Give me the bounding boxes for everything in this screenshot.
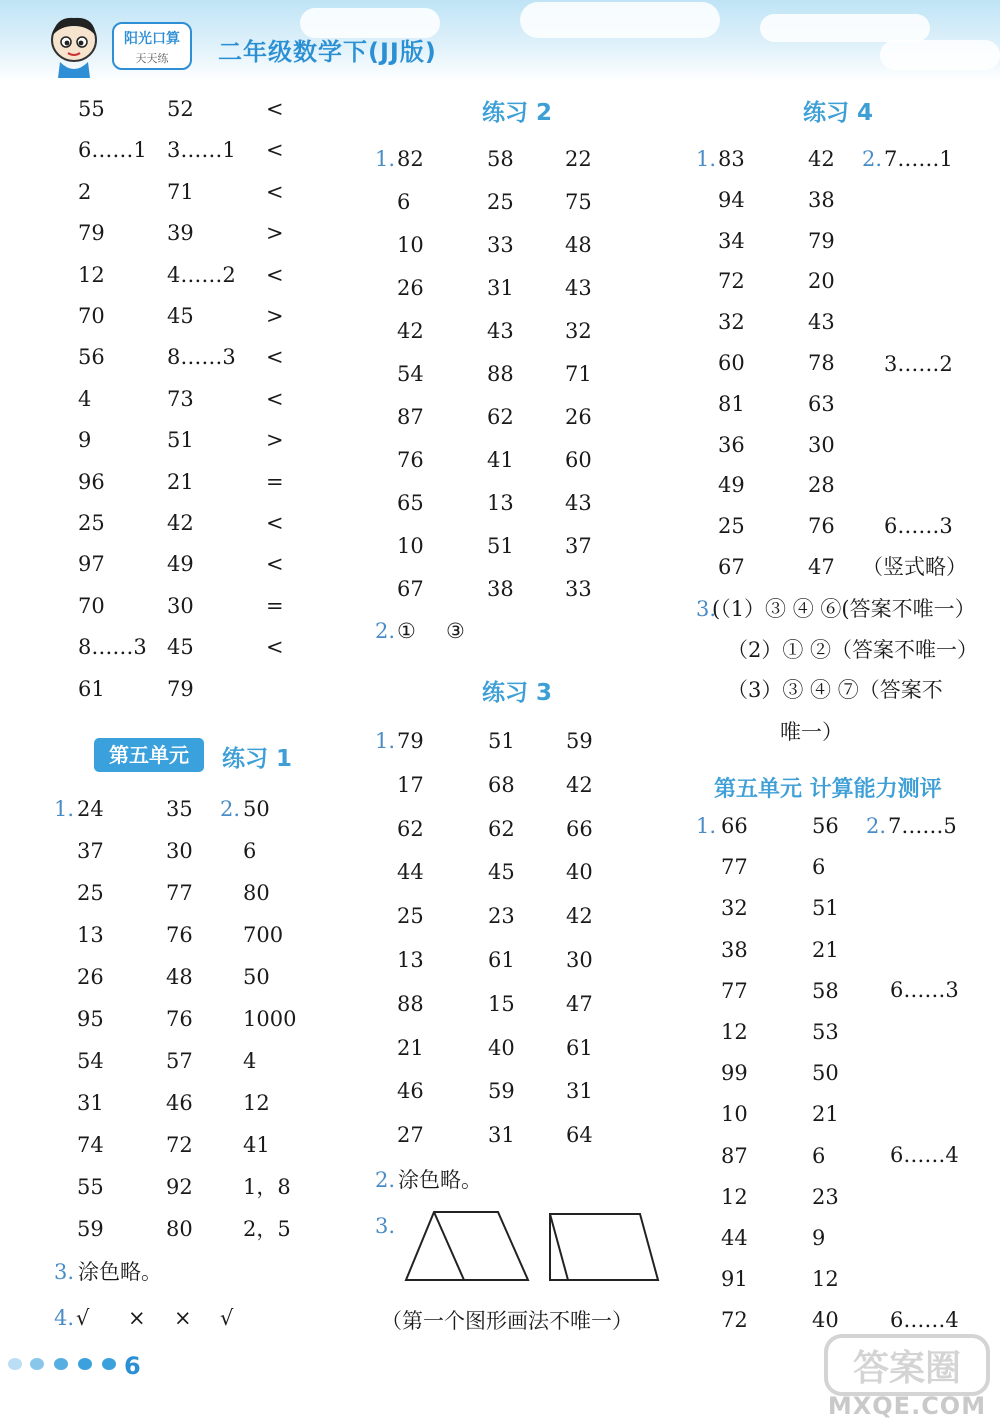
ex3-answer-r5-c1: 25 bbox=[397, 904, 424, 929]
col1-answer-r9-c3: > bbox=[266, 428, 284, 453]
ex2-answer-r5-c3: 32 bbox=[565, 319, 592, 343]
ex4-answer-r5-c2: 43 bbox=[808, 310, 835, 335]
unit5-test-answer-r1-c1: 66 bbox=[721, 814, 748, 838]
unit5-ex1-answer-r6-c2: 76 bbox=[166, 1007, 193, 1031]
unit5-test-answer-r8-c2: 21 bbox=[812, 1102, 839, 1127]
ex3-answer-r1-c2: 51 bbox=[488, 729, 515, 753]
unit5-test-answer-r13-c1: 72 bbox=[721, 1308, 748, 1333]
book-title: 二年级数学下(JJ版) bbox=[218, 38, 437, 66]
col1-answer-r7-c2: 8……3 bbox=[167, 345, 236, 370]
unit5-ex1-answer-r10-c1: 55 bbox=[77, 1175, 104, 1199]
unit5-test-answer-r7-c1: 99 bbox=[721, 1061, 748, 1086]
ex2-answer-r5-c2: 43 bbox=[487, 319, 514, 343]
unit5-ex1-answer-r6-c3: 1000 bbox=[243, 1007, 297, 1031]
page-number: 6 bbox=[124, 1352, 141, 1380]
unit5-ex1-answer-r1-c1: 24 bbox=[77, 797, 104, 821]
col1-answer-r14-c3: < bbox=[266, 635, 284, 660]
ex2-answer-r7-c2: 62 bbox=[487, 405, 514, 429]
ex2-answer-r9-c1: 65 bbox=[397, 491, 424, 515]
ex3-q3-note: （第一个图形画法不唯一） bbox=[381, 1309, 633, 1333]
unit5-ex1-answer-r9-c1: 74 bbox=[77, 1133, 104, 1157]
ex4-answer-r9-c1: 49 bbox=[718, 473, 745, 498]
col1-answer-r5-c3: < bbox=[266, 262, 284, 287]
col1-answer-r11-c3: < bbox=[266, 511, 284, 535]
unit5-ex1-answer-r11-c3: 2，5 bbox=[243, 1217, 291, 1241]
unit5-test-answer-r2-c1: 77 bbox=[721, 855, 748, 880]
ex4-answer-r1-c1: 83 bbox=[718, 147, 745, 171]
ex3-answer-r3-c1: 62 bbox=[397, 816, 424, 841]
ex3-q2-text: 涂色略。 bbox=[398, 1168, 482, 1192]
col1-answer-r14-c2: 45 bbox=[167, 635, 194, 660]
ex2-answer-r10-c3: 37 bbox=[565, 534, 592, 558]
ex2-answer-r4-c3: 43 bbox=[565, 276, 592, 300]
trapezoid-figure-1 bbox=[404, 1210, 530, 1282]
ex3-answer-r6-c3: 30 bbox=[566, 948, 593, 972]
ex4-title: 练习 4 bbox=[803, 100, 874, 126]
ex2-q2-answer-2: ③ bbox=[446, 619, 465, 643]
unit5-ex1-answer-r7-c2: 57 bbox=[166, 1049, 193, 1073]
unit5-test-answer-r4-c1: 38 bbox=[721, 937, 748, 962]
ex4-q2-answer-3: 6……3 bbox=[884, 514, 953, 538]
ex4-answer-r10-c1: 25 bbox=[718, 514, 745, 539]
ex3-answer-r6-c1: 13 bbox=[397, 948, 424, 972]
ex4-q3-number: 3. bbox=[696, 597, 717, 621]
col1-answer-r1-c2: 52 bbox=[167, 97, 194, 121]
ex2-answer-r6-c3: 71 bbox=[565, 362, 592, 386]
ex3-answer-r3-c3: 66 bbox=[566, 816, 593, 841]
unit5-test-answer-r12-c2: 12 bbox=[812, 1267, 839, 1292]
ex4-q2-answer-2: 3……2 bbox=[884, 352, 953, 376]
col1-answer-r5-c2: 4……2 bbox=[167, 262, 236, 287]
ex3-answer-r4-c3: 40 bbox=[566, 860, 593, 885]
col1-answer-r15-c2: 79 bbox=[167, 676, 194, 701]
ex3-q3-number: 3. bbox=[375, 1214, 396, 1238]
ex3-answer-r7-c2: 15 bbox=[488, 991, 515, 1016]
ex2-answer-r2-c1: 6 bbox=[397, 190, 411, 214]
unit5-test-answer-r12-c1: 91 bbox=[721, 1267, 748, 1292]
ex2-answer-r9-c2: 13 bbox=[487, 491, 514, 515]
ex2-answer-r11-c3: 33 bbox=[565, 577, 592, 601]
col1-answer-r12-c1: 97 bbox=[78, 552, 105, 577]
ex3-answer-r1-c1: 79 bbox=[397, 729, 424, 753]
ex2-answer-r5-c1: 42 bbox=[397, 319, 424, 343]
unit5-ex1-answer-r2-c1: 37 bbox=[77, 839, 104, 863]
ex2-answer-r10-c1: 10 bbox=[397, 534, 424, 558]
unit5-ex1-q4-number: 4. bbox=[54, 1306, 75, 1330]
unit5-ex1-title: 练习 1 bbox=[222, 746, 293, 772]
unit5-ex1-answer-r2-c3: 6 bbox=[243, 839, 257, 863]
ex3-answer-r8-c3: 61 bbox=[566, 1035, 593, 1060]
col1-answer-r3-c3: < bbox=[266, 179, 284, 204]
ex2-answer-r3-c3: 48 bbox=[565, 233, 592, 257]
col1-answer-r4-c2: 39 bbox=[167, 221, 194, 246]
ex2-answer-r11-c1: 67 bbox=[397, 577, 424, 601]
unit5-test-q1-number: 1. bbox=[696, 814, 717, 838]
unit5-test-answer-r7-c2: 50 bbox=[812, 1061, 839, 1086]
col1-answer-r11-c1: 25 bbox=[78, 511, 105, 535]
ex4-answer-r5-c1: 32 bbox=[718, 310, 745, 335]
ex2-answer-r4-c2: 31 bbox=[487, 276, 514, 300]
col1-answer-r4-c3: > bbox=[266, 221, 284, 246]
ex2-answer-r8-c2: 41 bbox=[487, 448, 514, 472]
unit5-ex1-q4-answer-1: √ bbox=[76, 1306, 90, 1330]
ex2-answer-r7-c3: 26 bbox=[565, 405, 592, 429]
ex2-answer-r8-c1: 76 bbox=[397, 448, 424, 472]
unit5-ex1-answer-r3-c2: 77 bbox=[166, 881, 193, 905]
ex2-q2-answer-1: ① bbox=[397, 619, 416, 643]
col1-answer-r12-c3: < bbox=[266, 552, 284, 577]
unit5-ex1-answer-r11-c2: 80 bbox=[166, 1217, 193, 1241]
ex2-answer-r1-c1: 82 bbox=[397, 147, 424, 171]
watermark-logo-text: 答案圈 bbox=[852, 1348, 962, 1389]
ex4-answer-r3-c2: 79 bbox=[808, 228, 835, 253]
ex2-answer-r2-c3: 75 bbox=[565, 190, 592, 214]
ex4-answer-r2-c2: 38 bbox=[808, 187, 835, 212]
ex2-q2-number: 2. bbox=[375, 619, 396, 643]
col1-answer-r3-c1: 2 bbox=[78, 179, 92, 204]
ex2-answer-r8-c3: 60 bbox=[565, 448, 592, 472]
ex4-q2-number: 2. bbox=[862, 147, 883, 171]
unit5-test-answer-r6-c1: 12 bbox=[721, 1020, 748, 1044]
unit5-test-answer-r4-c2: 21 bbox=[812, 937, 839, 962]
unit5-ex1-answer-r9-c2: 72 bbox=[166, 1133, 193, 1157]
col1-answer-r14-c1: 8……3 bbox=[78, 635, 147, 660]
unit5-test-answer-r9-c2: 6 bbox=[812, 1143, 826, 1168]
unit5-ex1-answer-r4-c3: 700 bbox=[243, 923, 284, 947]
unit5-ex1-answer-r2-c2: 30 bbox=[166, 839, 193, 863]
unit5-ex1-q4-answer-3: × bbox=[174, 1306, 192, 1330]
col1-answer-r7-c1: 56 bbox=[78, 345, 105, 370]
unit5-ex1-q4-answer-2: × bbox=[128, 1306, 146, 1330]
ex3-answer-r2-c3: 42 bbox=[566, 772, 593, 797]
unit5-test-answer-r10-c2: 23 bbox=[812, 1184, 839, 1209]
col1-answer-r1-c1: 55 bbox=[78, 97, 105, 121]
col1-answer-r13-c3: = bbox=[266, 593, 284, 618]
ex3-answer-r9-c1: 46 bbox=[397, 1079, 424, 1104]
unit5-ex1-q2-number: 2. bbox=[220, 797, 241, 821]
unit5-ex1-answer-r5-c1: 26 bbox=[77, 965, 104, 989]
ex4-q3-line-1: (（1）③ ④ ⑥(答案不唯一） bbox=[712, 597, 976, 621]
unit5-test-q2-answer-1: 7……5 bbox=[888, 814, 957, 838]
unit5-ex1-answer-r11-c1: 59 bbox=[77, 1217, 104, 1241]
unit5-ex1-answer-r7-c1: 54 bbox=[77, 1049, 104, 1073]
ex2-answer-r3-c2: 33 bbox=[487, 233, 514, 257]
ex4-answer-r4-c1: 72 bbox=[718, 269, 745, 294]
unit5-ex1-answer-r8-c1: 31 bbox=[77, 1091, 104, 1115]
col1-answer-r1-c3: < bbox=[266, 97, 284, 121]
ex4-answer-r7-c2: 63 bbox=[808, 391, 835, 416]
unit5-ex1-answer-r8-c2: 46 bbox=[166, 1091, 193, 1115]
ex2-answer-r6-c1: 54 bbox=[397, 362, 424, 386]
unit5-test-answer-r6-c2: 53 bbox=[812, 1020, 839, 1044]
unit5-ex1-answer-r1-c2: 35 bbox=[166, 797, 193, 821]
unit5-test-answer-r8-c1: 10 bbox=[721, 1102, 748, 1127]
watermark-text: MXQE.COM bbox=[827, 1392, 987, 1420]
ex2-answer-r10-c2: 51 bbox=[487, 534, 514, 558]
unit-tag: 第五单元 bbox=[94, 738, 204, 772]
ex2-answer-r6-c2: 88 bbox=[487, 362, 514, 386]
unit5-test-answer-r13-c2: 40 bbox=[812, 1308, 839, 1333]
ex2-q1-number: 1. bbox=[375, 147, 396, 171]
col1-answer-r13-c1: 70 bbox=[78, 593, 105, 618]
col1-answer-r3-c2: 71 bbox=[167, 179, 194, 204]
ex3-answer-r4-c2: 45 bbox=[488, 860, 515, 885]
ex2-answer-r1-c2: 58 bbox=[487, 147, 514, 171]
col1-answer-r2-c3: < bbox=[266, 138, 284, 163]
col1-answer-r7-c3: < bbox=[266, 345, 284, 370]
col1-answer-r10-c3: = bbox=[266, 469, 284, 494]
ex4-answer-r11-c2: 47 bbox=[808, 555, 835, 579]
unit5-test-answer-r3-c1: 32 bbox=[721, 896, 748, 921]
col1-answer-r5-c1: 12 bbox=[78, 262, 105, 287]
ex3-answer-r7-c1: 88 bbox=[397, 991, 424, 1016]
brand-badge bbox=[112, 22, 192, 70]
unit5-ex1-q4-answer-4: √ bbox=[220, 1306, 234, 1330]
brand-line2: 天天练 bbox=[135, 52, 169, 65]
ex2-answer-r9-c3: 43 bbox=[565, 491, 592, 515]
unit5-ex1-answer-r10-c3: 1，8 bbox=[243, 1175, 291, 1199]
ex2-answer-r4-c1: 26 bbox=[397, 276, 424, 300]
col1-answer-r2-c1: 6……1 bbox=[78, 138, 147, 163]
ex4-answer-r2-c1: 94 bbox=[718, 187, 745, 212]
ex3-answer-r8-c1: 21 bbox=[397, 1035, 424, 1060]
ex3-answer-r5-c3: 42 bbox=[566, 904, 593, 929]
unit5-test-answer-r3-c2: 51 bbox=[812, 896, 839, 921]
ex4-answer-r7-c1: 81 bbox=[718, 391, 745, 416]
ex4-q3-line-3: （3）③ ④ ⑦（答案不 bbox=[727, 678, 943, 702]
ex4-answer-r3-c1: 34 bbox=[718, 228, 745, 253]
ex3-answer-r10-c2: 31 bbox=[488, 1123, 515, 1148]
col1-answer-r6-c3: > bbox=[266, 304, 284, 328]
unit5-test-title: 第五单元 计算能力测评 bbox=[714, 777, 942, 802]
unit5-ex1-answer-r3-c3: 80 bbox=[243, 881, 270, 905]
col1-answer-r13-c2: 30 bbox=[167, 593, 194, 618]
unit5-test-answer-r5-c2: 58 bbox=[812, 978, 839, 1003]
unit5-ex1-answer-r9-c3: 41 bbox=[243, 1133, 270, 1157]
col1-answer-r8-c3: < bbox=[266, 386, 284, 411]
ex3-answer-r9-c3: 31 bbox=[566, 1079, 593, 1104]
unit5-test-answer-r5-c1: 77 bbox=[721, 978, 748, 1003]
ex3-answer-r4-c1: 44 bbox=[397, 860, 424, 885]
unit5-test-answer-r11-c1: 44 bbox=[721, 1226, 748, 1250]
ex3-answer-r7-c3: 47 bbox=[566, 991, 593, 1016]
unit5-ex1-answer-r1-c3: 50 bbox=[243, 797, 270, 821]
ex3-answer-r5-c2: 23 bbox=[488, 904, 515, 929]
unit5-test-answer-r9-c1: 87 bbox=[721, 1143, 748, 1168]
col1-answer-r9-c2: 51 bbox=[167, 428, 194, 453]
ex4-q2-answer-1: 7……1 bbox=[884, 147, 953, 171]
unit5-ex1-answer-r4-c1: 13 bbox=[77, 923, 104, 947]
col1-answer-r10-c2: 21 bbox=[167, 469, 194, 494]
col1-answer-r9-c1: 9 bbox=[78, 428, 92, 453]
ex4-answer-r9-c2: 28 bbox=[808, 473, 835, 498]
unit5-ex1-answer-r5-c2: 48 bbox=[166, 965, 193, 989]
ex4-q3-line-4: 唯一） bbox=[780, 720, 843, 744]
ex4-answer-r1-c2: 42 bbox=[808, 147, 835, 171]
brand-line1: 阳光口算 bbox=[124, 31, 180, 47]
ex3-answer-r6-c2: 61 bbox=[488, 948, 515, 972]
ex4-answer-r4-c2: 20 bbox=[808, 269, 835, 294]
ex3-q1-number: 1. bbox=[375, 729, 396, 753]
trapezoid-figure-2 bbox=[548, 1212, 660, 1282]
unit5-ex1-answer-r8-c3: 12 bbox=[243, 1091, 270, 1115]
unit5-ex1-answer-r5-c3: 50 bbox=[243, 965, 270, 989]
col1-answer-r12-c2: 49 bbox=[167, 552, 194, 577]
ex2-answer-r7-c1: 87 bbox=[397, 405, 424, 429]
ex3-answer-r10-c1: 27 bbox=[397, 1123, 424, 1148]
ex3-answer-r10-c3: 64 bbox=[566, 1123, 593, 1148]
ex4-answer-r6-c2: 78 bbox=[808, 351, 835, 375]
ex3-answer-r2-c1: 17 bbox=[397, 772, 424, 797]
mascot-icon bbox=[44, 14, 104, 78]
ex4-q3-line-2: （2）① ②（答案不唯一） bbox=[727, 638, 979, 662]
ex2-answer-r1-c3: 22 bbox=[565, 147, 592, 171]
ex3-title: 练习 3 bbox=[482, 680, 553, 706]
ex4-q2-answer-4: （竖式略） bbox=[862, 555, 967, 579]
unit5-ex1-answer-r10-c2: 92 bbox=[166, 1175, 193, 1199]
ex3-answer-r9-c2: 59 bbox=[488, 1079, 515, 1104]
unit5-test-q2-number: 2. bbox=[866, 814, 887, 838]
unit5-test-q2-answer-3: 6……4 bbox=[890, 1143, 959, 1167]
unit5-test-answer-r1-c2: 56 bbox=[812, 814, 839, 838]
ex3-answer-r8-c2: 40 bbox=[488, 1035, 515, 1060]
unit5-test-answer-r10-c1: 12 bbox=[721, 1184, 748, 1209]
ex3-answer-r3-c2: 62 bbox=[488, 816, 515, 841]
col1-answer-r8-c2: 73 bbox=[167, 386, 194, 411]
col1-answer-r8-c1: 4 bbox=[78, 386, 92, 411]
col1-answer-r2-c2: 3……1 bbox=[167, 138, 236, 163]
unit5-ex1-q1-number: 1. bbox=[54, 797, 75, 821]
ex4-answer-r11-c1: 67 bbox=[718, 555, 745, 579]
ex4-answer-r10-c2: 76 bbox=[808, 514, 835, 539]
unit5-ex1-q3-number: 3. bbox=[54, 1260, 75, 1284]
unit5-test-answer-r11-c2: 9 bbox=[812, 1226, 826, 1250]
unit5-ex1-answer-r7-c3: 4 bbox=[243, 1049, 257, 1073]
unit5-test-answer-r2-c2: 6 bbox=[812, 855, 826, 880]
unit5-ex1-answer-r3-c1: 25 bbox=[77, 881, 104, 905]
ex4-q1-number: 1. bbox=[696, 147, 717, 171]
col1-answer-r10-c1: 96 bbox=[78, 469, 105, 494]
ex4-answer-r8-c1: 36 bbox=[718, 432, 745, 457]
unit5-test-q2-answer-2: 6……3 bbox=[890, 978, 959, 1002]
unit5-ex1-q3-text: 涂色略。 bbox=[78, 1260, 162, 1284]
col1-answer-r6-c1: 70 bbox=[78, 304, 105, 328]
col1-answer-r6-c2: 45 bbox=[167, 304, 194, 328]
ex2-answer-r2-c2: 25 bbox=[487, 190, 514, 214]
ex2-answer-r11-c2: 38 bbox=[487, 577, 514, 601]
ex2-answer-r3-c1: 10 bbox=[397, 233, 424, 257]
unit5-test-q2-answer-4: 6……4 bbox=[890, 1308, 959, 1332]
ex2-title: 练习 2 bbox=[482, 100, 553, 126]
unit5-ex1-answer-r6-c1: 95 bbox=[77, 1007, 104, 1031]
unit5-ex1-answer-r4-c2: 76 bbox=[166, 923, 193, 947]
col1-answer-r11-c2: 42 bbox=[167, 511, 194, 535]
ex3-q2-number: 2. bbox=[375, 1168, 396, 1192]
ex4-answer-r8-c2: 30 bbox=[808, 432, 835, 457]
col1-answer-r4-c1: 79 bbox=[78, 221, 105, 246]
col1-answer-r15-c1: 61 bbox=[78, 676, 105, 701]
ex3-answer-r2-c2: 68 bbox=[488, 772, 515, 797]
ex4-answer-r6-c1: 60 bbox=[718, 351, 745, 375]
ex3-answer-r1-c3: 59 bbox=[566, 729, 593, 753]
page-header bbox=[0, 0, 1000, 82]
